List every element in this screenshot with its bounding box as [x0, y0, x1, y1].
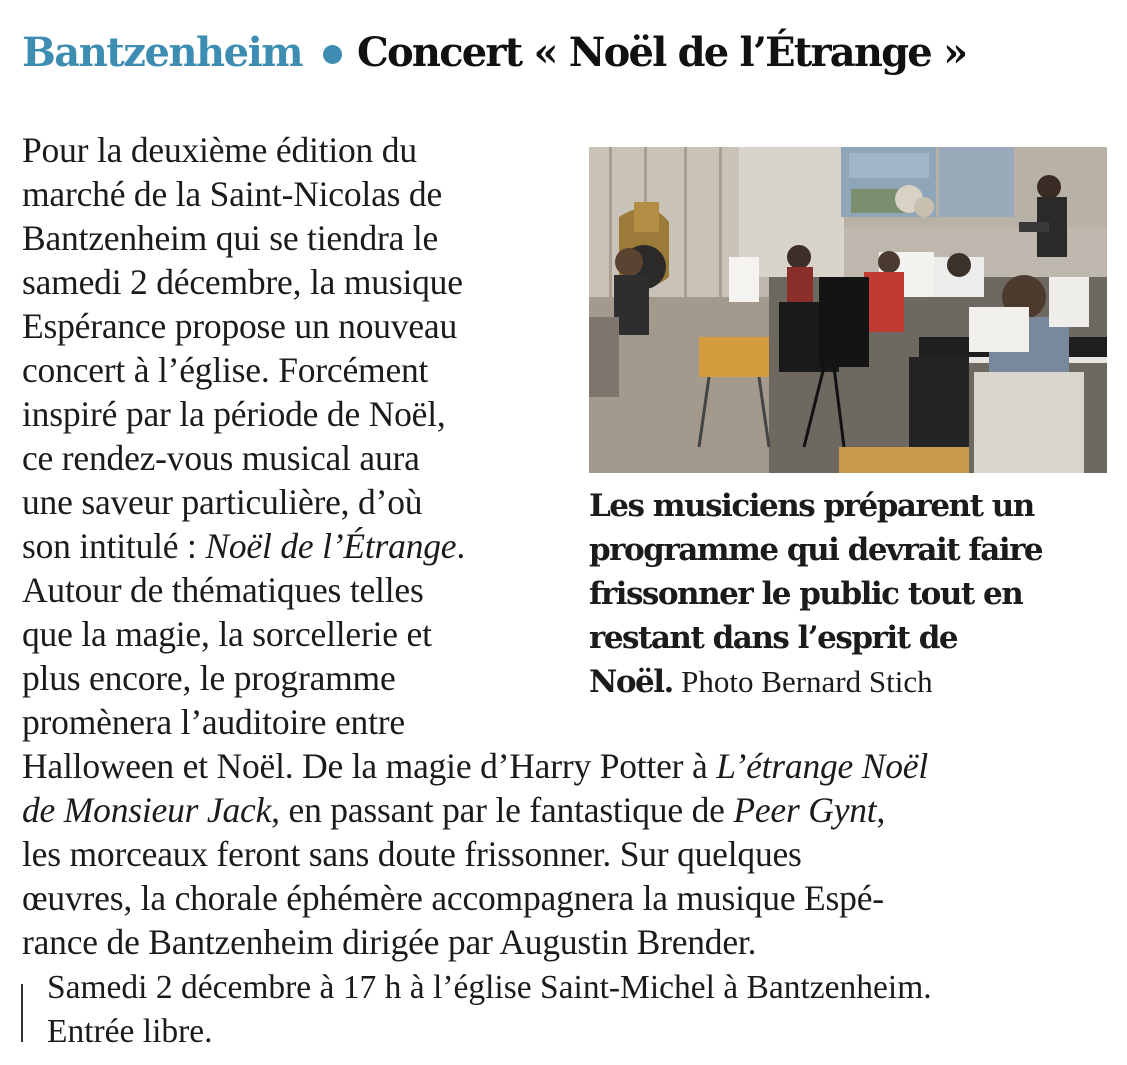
- article-text: rance de Bantzenheim dirigée par Augustin Brender.: [22, 922, 757, 962]
- article-line: [22, 700, 1102, 744]
- article-text: .: [456, 526, 466, 566]
- article-text: concert à l’église. Forcément: [22, 350, 429, 390]
- article-text: inspiré par la période de Noël,: [22, 394, 446, 434]
- article-text: les morceaux feront sans doute frissonner. Sur quelques: [22, 834, 802, 874]
- italic-title-text: Noël de l’Étrange: [205, 526, 457, 566]
- article-line: [22, 920, 1102, 964]
- event-info-line: Samedi 2 décembre à 17 h à l’église Saint-Michel à Bantzenheim.: [47, 969, 932, 1006]
- article-text: Espérance propose un nouveau: [22, 306, 458, 346]
- article-text: promènera l’auditoire entre: [22, 702, 405, 742]
- article-text: Pour la deuxième édition du: [22, 130, 417, 170]
- rehearsal-photo: [589, 147, 1107, 473]
- article-text: Bantzenheim qui se tiendra le: [22, 218, 439, 258]
- headline-title: Concert « Noël de l’Étrange »: [357, 29, 967, 76]
- caption-line: [589, 660, 1104, 704]
- article-text: Autour de thématiques telles: [22, 570, 424, 610]
- article-text: une saveur particulière, d’où: [22, 482, 423, 522]
- article-line: [22, 832, 1102, 876]
- italic-title-text: Peer Gynt: [733, 790, 877, 830]
- article-text: ,: [876, 790, 886, 830]
- article-text: que la magie, la sorcellerie et: [22, 614, 432, 654]
- caption-line: frissonner le public tout en: [589, 576, 1023, 612]
- article-photo: [589, 147, 1107, 473]
- event-info-line: Entrée libre.: [47, 1013, 213, 1050]
- article-line: [22, 744, 1102, 788]
- article-text: plus encore, le programme: [22, 658, 396, 698]
- bullet-dot: [323, 45, 342, 64]
- caption-end: Noël.: [589, 664, 673, 700]
- italic-title-text: L’étrange Noël: [716, 746, 929, 786]
- info-divider: [21, 984, 23, 1042]
- article-line: [22, 788, 1102, 832]
- italic-title-text: de Monsieur Jack: [22, 790, 272, 830]
- article-text: , en passant par le fantastique de: [271, 790, 734, 830]
- photo-caption: [589, 484, 1104, 704]
- article-text: ce rendez-vous musical aura: [22, 438, 420, 478]
- caption-line: programme qui devrait faire: [589, 532, 1043, 568]
- article-text: marché de la Saint-Nicolas de: [22, 174, 443, 214]
- article-text: samedi 2 décembre, la musique: [22, 262, 463, 302]
- article-line: [22, 876, 1102, 920]
- headline: [22, 22, 1112, 84]
- article-text: Halloween et Noël. De la magie d’Harry Potter à: [22, 746, 717, 786]
- article-text: œuvres, la chorale éphémère accompagnera la musique Espé-: [22, 878, 884, 918]
- event-info: [47, 966, 1107, 1054]
- caption-line: restant dans l’esprit de: [589, 620, 958, 656]
- article-text: son intitulé :: [22, 526, 206, 566]
- headline-location: Bantzenheim: [22, 29, 303, 76]
- caption-line: Les musiciens préparent un: [589, 488, 1034, 524]
- photo-credit: Photo Bernard Stich: [681, 664, 933, 699]
